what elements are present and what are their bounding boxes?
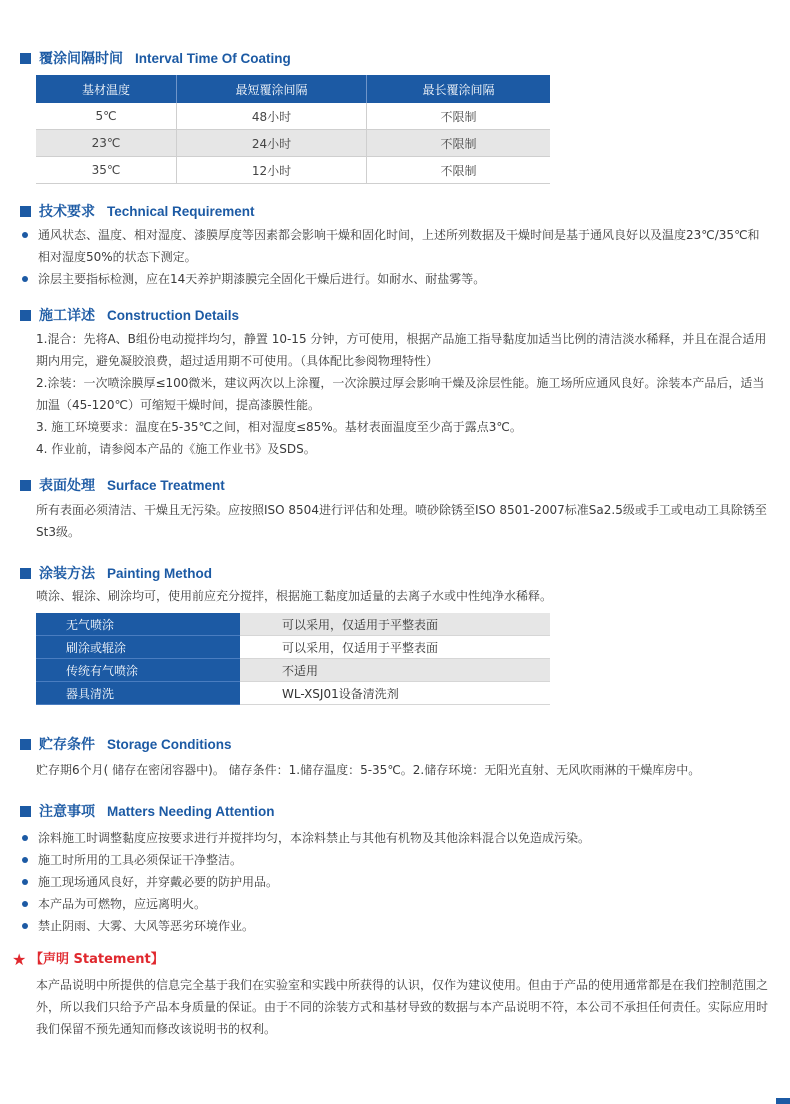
table-cell: 不限制 (367, 157, 551, 184)
list-item-text: 施工时所用的工具必须保证干净整洁。 (38, 853, 243, 867)
dot-bullet-icon (22, 276, 28, 282)
statement-body: 本产品说明中所提供的信息完全基于我们在实验室和实践中所获得的认识，仅作为建议使用。但由于产品的使用通常都是在我们控制范围之外，所以我们只给予产品本身质量的保证。由于不同的涂装方式和基材导致的数据与本产品说明不符，本公司不承担任何责任。实际应用时我们保留不预先通知而修改该说明书的权利。 (36, 978, 769, 1036)
table-cell-value: 可以采用，仅适用于平整表面 (240, 613, 550, 636)
section-title-cn: 覆涂间隔时间 (39, 51, 123, 67)
statement-title: 【声明 Statement】 (30, 952, 164, 967)
section-title-en: Painting Method (107, 565, 212, 581)
technical-list (20, 224, 770, 290)
table-cell: 不限制 (367, 130, 551, 157)
paragraph: 2.涂装：一次喷涂膜厚≤100微米，建议两次以上涂覆，一次涂膜过厚会影响干燥及涂层性能。施工场所应通风良好。涂装本产品后，适当加温（45-120℃）可缩短干燥时间，提高漆膜性能。 (36, 376, 765, 412)
table-cell: 不限制 (367, 103, 551, 130)
list-item-text: 涂料施工时调整黏度应按要求进行并搅拌均匀，本涂料禁止与其他有机物及其他涂料混合以免造成污染。 (38, 831, 591, 845)
square-bullet-icon (20, 480, 31, 491)
list-item-text: 通风状态、温度、相对湿度、漆膜厚度等因素都会影响干燥和固化时间，上述所列数据及干燥时间是基于通风良好以及温度23℃/35℃和相对湿度50%的状态下测定。 (38, 228, 760, 264)
section-title-en: Storage Conditions (107, 736, 232, 752)
section-title-cn: 表面处理 (39, 478, 95, 494)
table-header: 最长覆涂间隔 (367, 75, 551, 103)
star-icon: ★ (12, 950, 27, 969)
square-bullet-icon (20, 739, 31, 750)
table-row (36, 682, 550, 705)
table-cell-key: 刷涂或辊涂 (36, 636, 240, 659)
table-cell: 48小时 (177, 103, 367, 130)
section-title-cn: 涂装方法 (39, 566, 95, 582)
section-title-cn: 施工详述 (39, 308, 95, 324)
table-cell-key: 无气喷涂 (36, 613, 240, 636)
section-title-technical (20, 201, 255, 221)
table-cell-value: 不适用 (240, 659, 550, 682)
table-cell-key: 传统有气喷涂 (36, 659, 240, 682)
dot-bullet-icon (22, 835, 28, 841)
section-title-surface (20, 475, 225, 495)
section-title-cn: 注意事项 (39, 804, 95, 820)
square-bullet-icon (20, 806, 31, 817)
table-row (36, 659, 550, 682)
section-title-en: Matters Needing Attention (107, 803, 275, 819)
table-cell: 23℃ (36, 130, 177, 157)
surface-body: 所有表面必须清洁、干燥且无污染。应按照ISO 8504进行评估和处理。喷砂除锈至ISO 8501-2007标准Sa2.5级或手工或电动工具除锈至St3级。 (36, 503, 767, 539)
list-item-text: 施工现场通风良好，并穿戴必要的防护用品。 (38, 875, 279, 889)
table-row (36, 130, 550, 157)
storage-body: 贮存期6个月( 储存在密闭容器中)。 储存条件：1.储存温度：5-35℃。2.储存环境：无阳光直射、无风吹雨淋的干燥库房中。 (36, 763, 701, 777)
list-item (20, 827, 770, 849)
square-bullet-icon (20, 310, 31, 321)
table-row (36, 613, 550, 636)
section-title-cn: 技术要求 (39, 204, 95, 220)
table-row (36, 157, 550, 184)
list-item-text: 禁止阴雨、大雾、大风等恶劣环境作业。 (38, 919, 255, 933)
section-title-en: Construction Details (107, 307, 240, 323)
section-title-cn: 贮存条件 (39, 737, 95, 753)
list-item (20, 224, 770, 268)
paragraph: 4. 作业前，请参阅本产品的《施工作业书》及SDS。 (36, 442, 316, 456)
table-row (36, 636, 550, 659)
attention-list (20, 827, 770, 937)
table-cell-value: WL-XSJ01设备清洗剂 (240, 682, 550, 705)
square-bullet-icon (20, 568, 31, 579)
list-item (20, 915, 770, 937)
painting-body: 喷涂、辊涂、刷涂均可，使用前应充分搅拌，根据施工黏度加适量的去离子水或中性纯净水稀释。 (36, 589, 553, 603)
list-item (20, 871, 770, 893)
list-item (20, 849, 770, 871)
section-title-interval (20, 48, 291, 68)
section-title-en: Surface Treatment (107, 477, 225, 493)
table-header: 最短覆涂间隔 (177, 75, 367, 103)
construction-body (36, 328, 771, 460)
square-bullet-icon (20, 53, 31, 64)
dot-bullet-icon (22, 923, 28, 929)
table-header: 基材温度 (36, 75, 177, 103)
table-cell-value: 可以采用，仅适用于平整表面 (240, 636, 550, 659)
dot-bullet-icon (22, 901, 28, 907)
table-cell-key: 器具清洗 (36, 682, 240, 705)
list-item-text: 涂层主要指标检测，应在14天养护期漆膜完全固化干燥后进行。如耐水、耐盐雾等。 (38, 272, 486, 286)
section-title-en: Interval Time Of Coating (135, 50, 291, 66)
paragraph: 3. 施工环境要求：温度在5-35℃之间，相对湿度≤85%。基材表面温度至少高于露点3℃。 (36, 420, 522, 434)
dot-bullet-icon (22, 232, 28, 238)
table-header-row (36, 75, 550, 103)
dot-bullet-icon (22, 857, 28, 863)
table-row (36, 103, 550, 130)
list-item (20, 893, 770, 915)
dot-bullet-icon (22, 879, 28, 885)
table-cell: 24小时 (177, 130, 367, 157)
section-title-construction (20, 305, 239, 325)
section-title-en: Technical Requirement (107, 203, 255, 219)
interval-table (36, 75, 550, 184)
section-title-storage (20, 734, 232, 754)
list-item (20, 268, 770, 290)
list-item-text: 本产品为可燃物，应远离明火。 (38, 897, 207, 911)
table-cell: 5℃ (36, 103, 177, 130)
table-cell: 12小时 (177, 157, 367, 184)
painting-method-table (36, 613, 550, 705)
page-corner-marker (776, 1098, 790, 1104)
section-title-painting (20, 563, 212, 583)
table-cell: 35℃ (36, 157, 177, 184)
square-bullet-icon (20, 206, 31, 217)
section-title-attention (20, 801, 275, 821)
paragraph: 1.混合：先将A、B组份电动搅拌均匀，静置 10-15 分钟，方可使用，根据产品施工指导黏度加适当比例的清洁淡水稀释，并且在混合适用期内用完，避免凝胶浪费，超过适用期不可使用。（具体配比参阅物理特性） (36, 332, 767, 368)
